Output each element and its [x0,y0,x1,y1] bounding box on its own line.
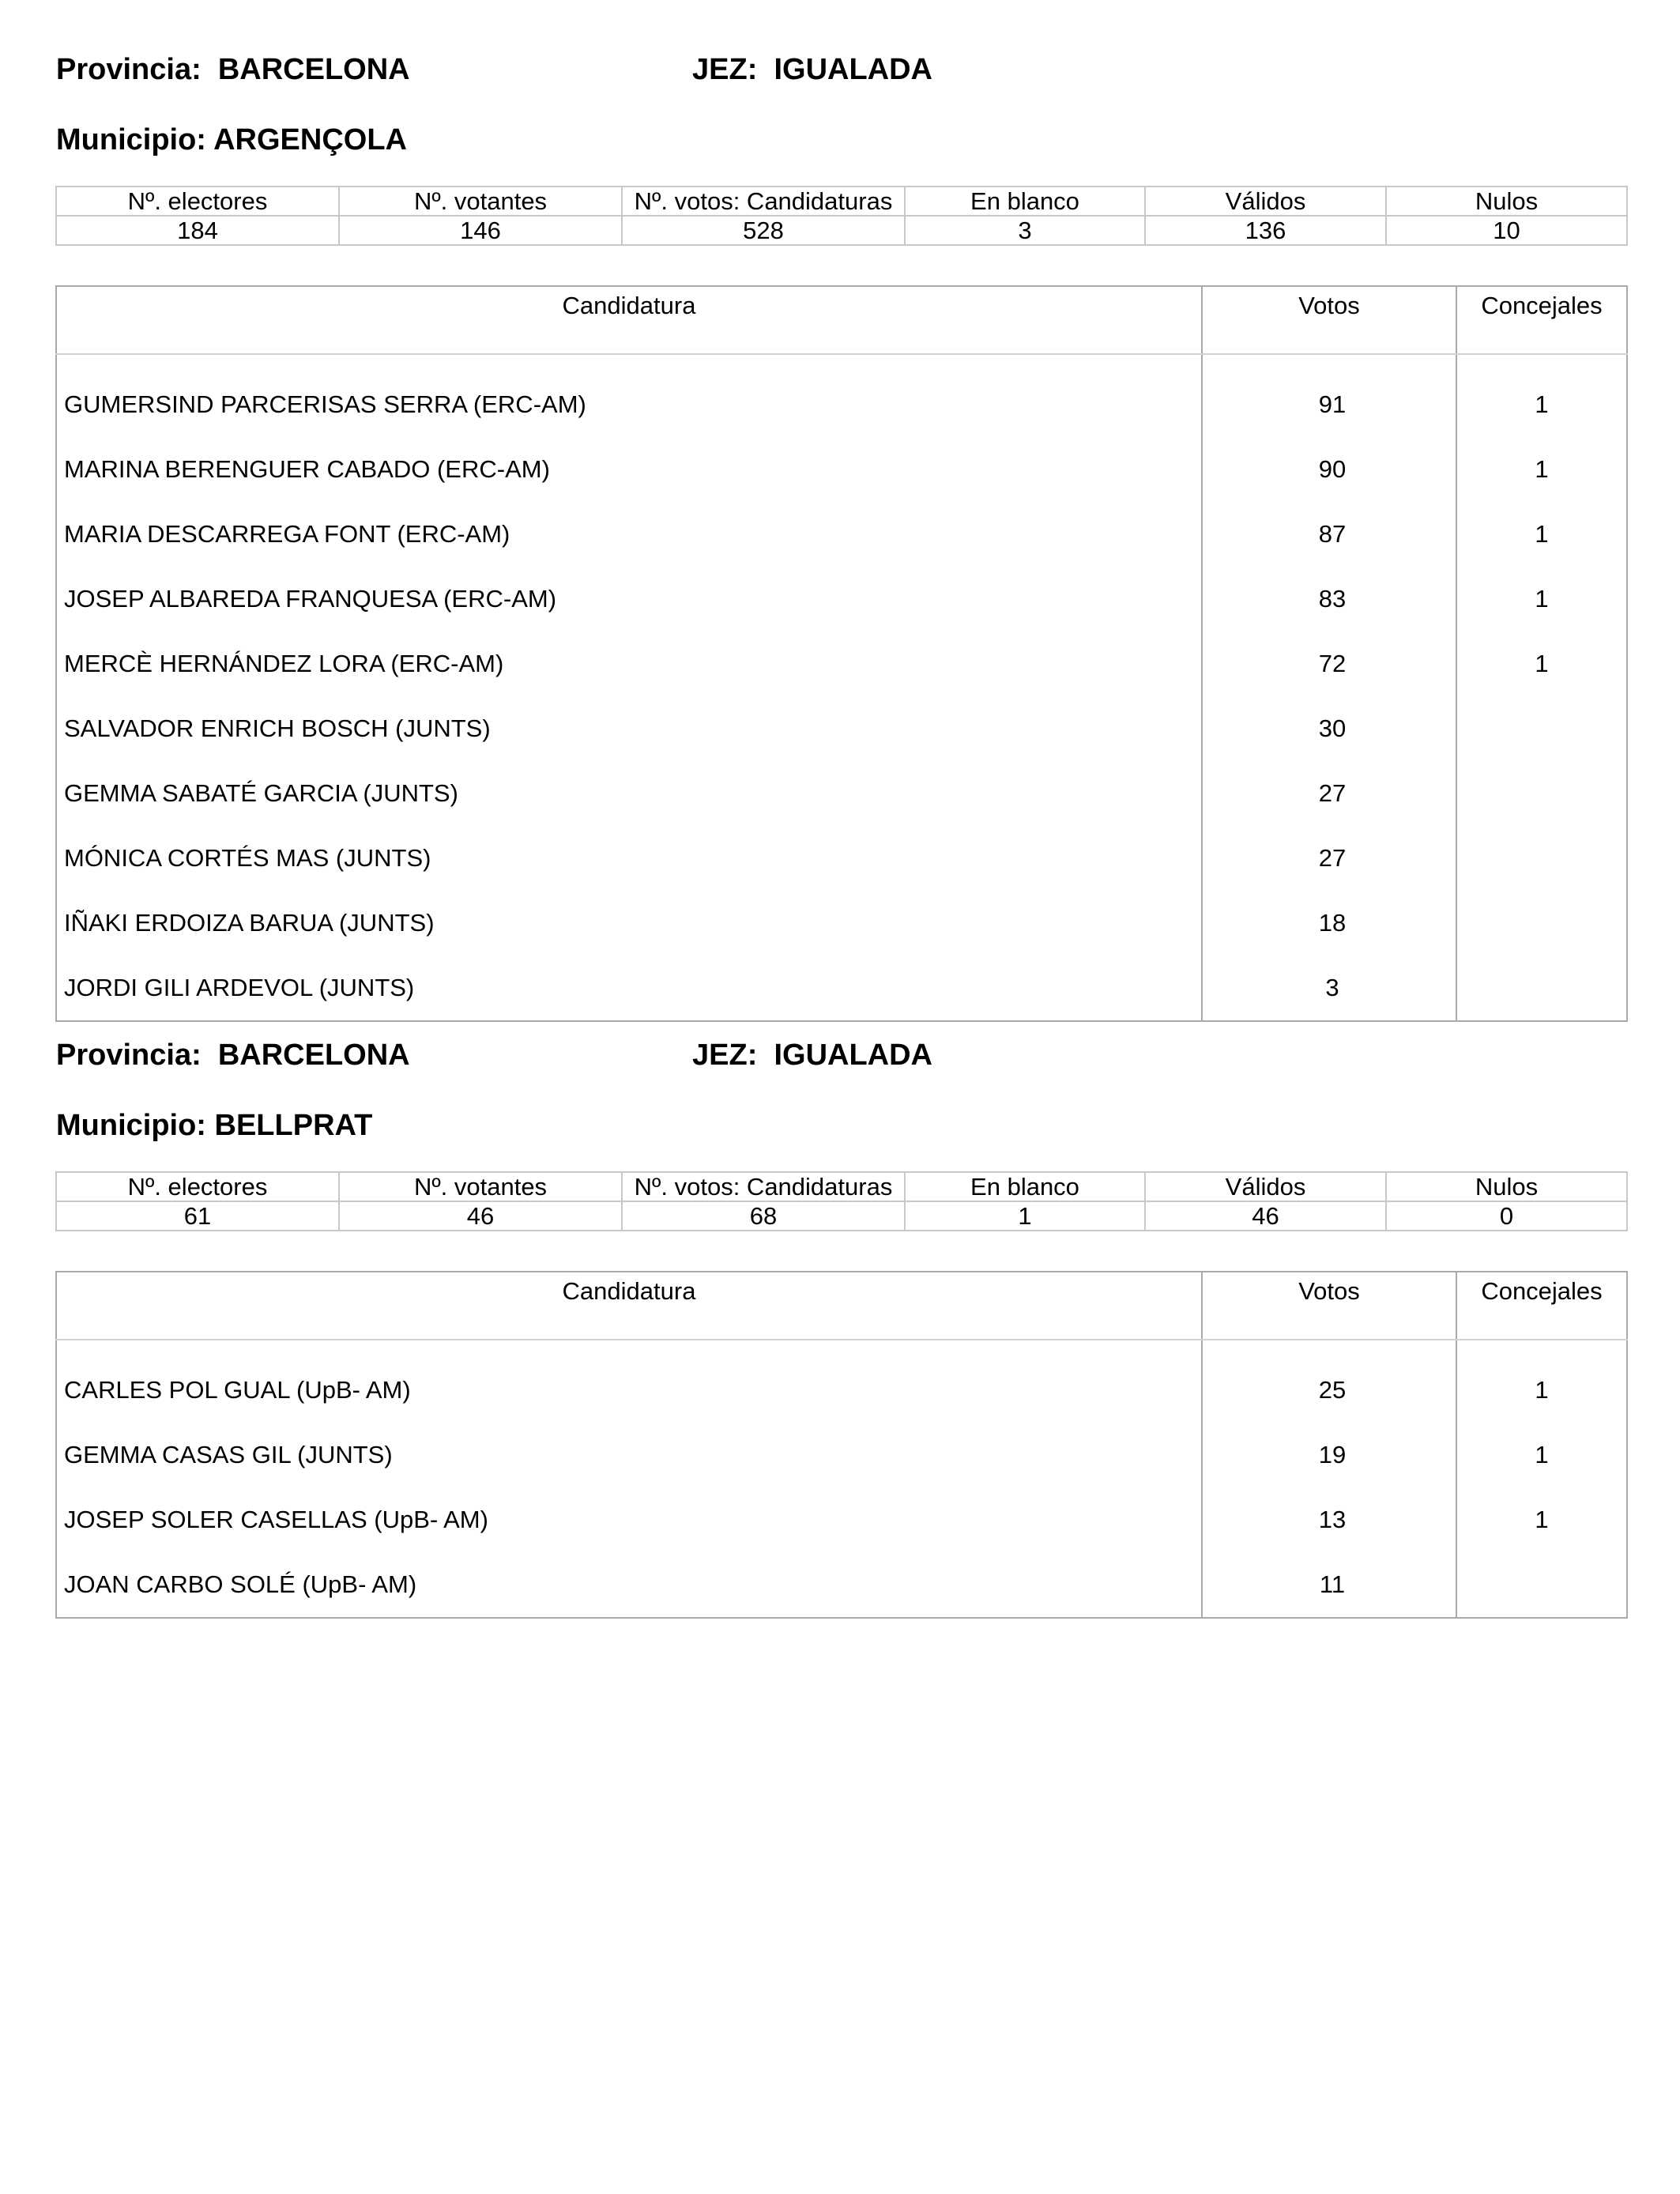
stats-value-row [56,216,1627,245]
municipio-label: Municipio: ARGENÇOLA [56,123,407,156]
jez-label: JEZ: IGUALADA [692,1039,932,1072]
stats-value-electores: 61 [56,1201,339,1231]
candidate-row [56,567,1627,631]
candidate-row [56,761,1627,826]
candidate-name: MERCÈ HERNÁNDEZ LORA (ERC-AM) [56,631,1202,696]
stats-header-votantes: Nº. votantes [339,1172,622,1201]
candidates-header-row [56,286,1627,354]
stats-header-row [56,187,1627,216]
candidate-votes: 30 [1202,696,1456,761]
candidate-row [56,1552,1627,1618]
candidate-concejales [1456,826,1627,891]
candidate-concejales [1456,696,1627,761]
candidate-row [56,1423,1627,1487]
stats-header-nulos: Nulos [1386,187,1627,216]
candidate-concejales: 1 [1535,520,1549,548]
stats-header-validos: Válidos [1145,1172,1386,1201]
candidate-name: MARIA DESCARREGA FONT (ERC-AM) [56,502,1202,567]
stats-header-votantes: Nº. votantes [339,187,622,216]
candidate-votes: 18 [1202,891,1456,956]
stats-value-votantes: 146 [339,216,622,245]
stats-header-votos-candidaturas: Nº. votos: Candidaturas [622,187,905,216]
stats-header-row [56,1172,1627,1201]
candidate-name: GEMMA SABATÉ GARCIA (JUNTS) [56,761,1202,826]
candidate-row [56,696,1627,761]
stats-value-votos-candidaturas: 528 [622,216,905,245]
candidate-votes: 11 [1202,1552,1456,1618]
votos-header: Votos [1202,286,1456,354]
candidate-votes: 3 [1202,956,1456,1021]
candidate-name: SALVADOR ENRICH BOSCH (JUNTS) [56,696,1202,761]
candidate-row [56,502,1627,567]
stats-header-validos: Válidos [1145,187,1386,216]
candidate-name: MARINA BERENGUER CABADO (ERC-AM) [56,437,1202,502]
stats-header-votos-candidaturas: Nº. votos: Candidaturas [622,1172,905,1201]
candidate-votes: 90 [1202,437,1456,502]
candidate-concejales: 1 [1535,1506,1549,1533]
stats-header-en-blanco: En blanco [905,1172,1145,1201]
stats-table [55,186,1628,246]
candidate-concejales: 1 [1535,1376,1549,1404]
candidate-name: CARLES POL GUAL (UpB- AM) [56,1358,1202,1423]
municipio-label: Municipio: BELLPRAT [56,1109,373,1142]
candidate-votes: 87 [1202,502,1456,567]
jez-label: JEZ: IGUALADA [692,53,932,86]
candidatura-header: Candidatura [56,1272,1202,1340]
candidate-row [56,1358,1627,1423]
candidate-name: JOAN CARBO SOLÉ (UpB- AM) [56,1552,1202,1618]
candidate-concejales: 1 [1535,650,1549,677]
candidate-votes: 27 [1202,826,1456,891]
stats-value-row [56,1201,1627,1231]
candidate-concejales: 1 [1535,390,1549,418]
stats-header-electores: Nº. electores [56,1172,339,1201]
candidate-row [56,891,1627,956]
candidate-concejales: 1 [1535,455,1549,483]
candidate-row [56,956,1627,1021]
spacer-row [56,354,1627,372]
stats-value-votos-candidaturas: 68 [622,1201,905,1231]
spacer-row [56,1340,1627,1358]
candidates-table [55,285,1628,1022]
candidatura-header: Candidatura [56,286,1202,354]
candidate-votes: 91 [1202,372,1456,437]
provincia-label: Provincia: BARCELONA [56,53,410,86]
stats-value-en-blanco: 3 [905,216,1145,245]
candidate-votes: 72 [1202,631,1456,696]
candidates-header-row [56,1272,1627,1340]
concejales-header: Concejales [1456,286,1627,354]
candidate-name: MÓNICA CORTÉS MAS (JUNTS) [56,826,1202,891]
candidate-votes: 83 [1202,567,1456,631]
candidate-concejales: 1 [1535,585,1549,613]
candidate-votes: 13 [1202,1487,1456,1552]
candidate-concejales [1456,761,1627,826]
stats-value-nulos: 0 [1386,1201,1627,1231]
candidate-name: JOSEP SOLER CASELLAS (UpB- AM) [56,1487,1202,1552]
provincia-label: Provincia: BARCELONA [56,1039,410,1072]
stats-value-validos: 136 [1145,216,1386,245]
stats-value-en-blanco: 1 [905,1201,1145,1231]
stats-value-validos: 46 [1145,1201,1386,1231]
stats-value-electores: 184 [56,216,339,245]
candidate-name: IÑAKI ERDOIZA BARUA (JUNTS) [56,891,1202,956]
candidate-name: JORDI GILI ARDEVOL (JUNTS) [56,956,1202,1021]
stats-value-votantes: 46 [339,1201,622,1231]
candidate-votes: 19 [1202,1423,1456,1487]
candidate-row [56,826,1627,891]
candidate-concejales [1456,956,1627,1021]
candidate-concejales [1456,1552,1627,1618]
stats-header-en-blanco: En blanco [905,187,1145,216]
stats-header-electores: Nº. electores [56,187,339,216]
candidate-row [56,437,1627,502]
candidate-votes: 25 [1202,1358,1456,1423]
candidate-name: JOSEP ALBAREDA FRANQUESA (ERC-AM) [56,567,1202,631]
candidate-row [56,1487,1627,1552]
candidate-concejales [1456,891,1627,956]
concejales-header: Concejales [1456,1272,1627,1340]
stats-value-nulos: 10 [1386,216,1627,245]
candidate-votes: 27 [1202,761,1456,826]
candidate-row [56,631,1627,696]
candidates-table [55,1271,1628,1619]
candidate-name: GEMMA CASAS GIL (JUNTS) [56,1423,1202,1487]
candidate-row [56,372,1627,437]
candidate-name: GUMERSIND PARCERISAS SERRA (ERC-AM) [56,372,1202,437]
stats-table [55,1171,1628,1231]
stats-header-nulos: Nulos [1386,1172,1627,1201]
votos-header: Votos [1202,1272,1456,1340]
candidate-concejales: 1 [1535,1441,1549,1468]
